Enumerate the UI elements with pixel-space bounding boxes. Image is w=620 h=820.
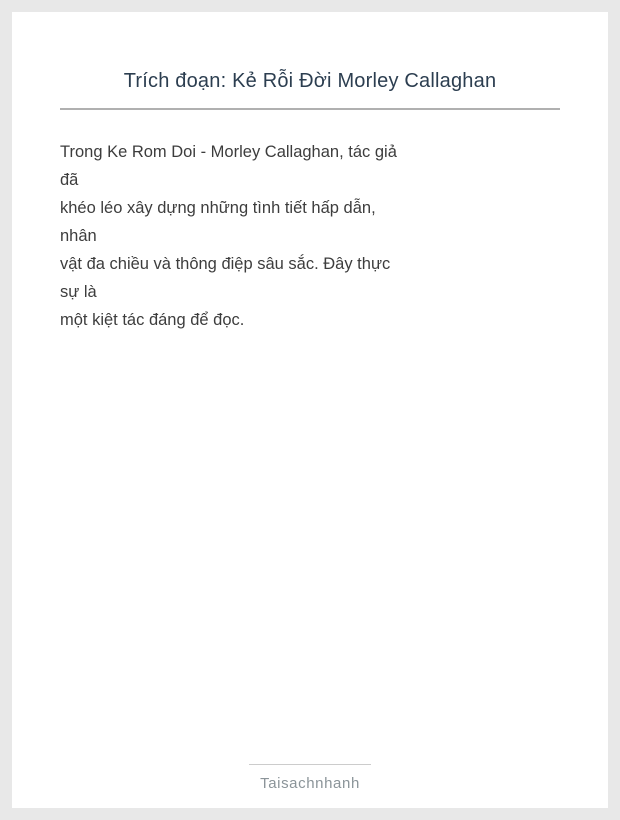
- excerpt-line: khéo léo xây dựng những tình tiết hấp dẫn,: [60, 199, 376, 217]
- excerpt-line: đã: [60, 171, 79, 189]
- title-divider: [60, 108, 560, 110]
- excerpt-line: nhân: [60, 227, 97, 245]
- document-page: [12, 12, 608, 808]
- excerpt-paragraph: [60, 138, 560, 334]
- excerpt-line: Trong Ke Rom Doi - Morley Callaghan, tác giả: [60, 143, 397, 161]
- footer-divider: [249, 764, 371, 765]
- page-footer: [60, 764, 560, 792]
- excerpt-line: sự là: [60, 283, 97, 301]
- page-title: Trích đoạn: Kẻ Rỗi Đời Morley Callaghan: [123, 70, 497, 92]
- excerpt-line: vật đa chiều và thông điệp sâu sắc. Đây thực: [60, 255, 391, 273]
- excerpt-line: một kiệt tác đáng để đọc.: [60, 311, 245, 329]
- footer-brand: Taisachnhanh: [260, 775, 360, 792]
